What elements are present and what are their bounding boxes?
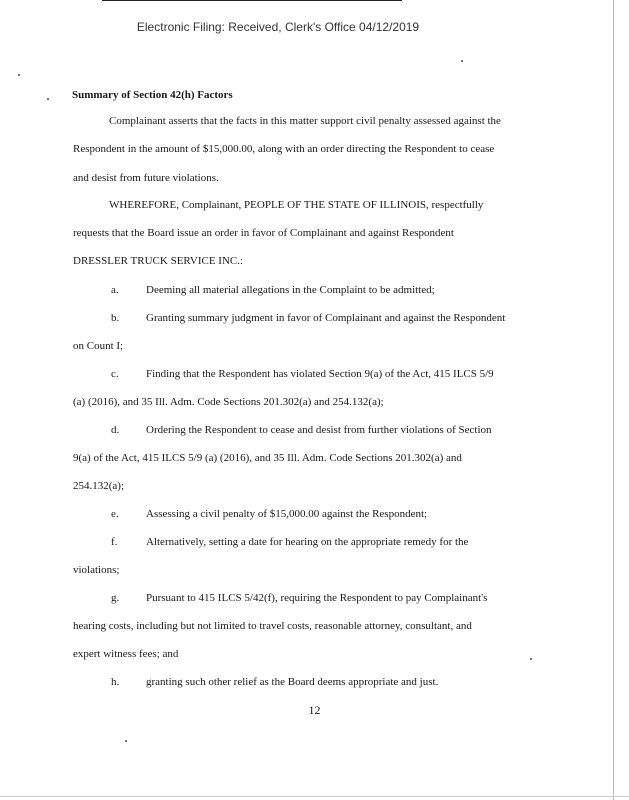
scan-speck (125, 740, 127, 742)
scan-speck (47, 98, 49, 100)
item-c-line-2: (a) (2016), and 35 Ill. Adm. Code Sections 201.302(a) and 254.132(a); (73, 396, 384, 408)
top-scan-line (102, 0, 402, 1)
item-c-line-1: Finding that the Respondent has violated Section 9(a) of the Act, 415 ILCS 5/9 (146, 368, 494, 380)
item-d-label: d. (111, 424, 120, 436)
intro-line-2: Respondent in the amount of $15,000.00, along with an order directing the Respondent to cease (73, 143, 495, 155)
item-f-line-1: Alternatively, setting a date for hearing on the appropriate remedy for the (146, 536, 469, 548)
item-b-line-1: Granting summary judgment in favor of Complainant and against the Respondent (146, 312, 506, 324)
wherefore-line-3: DRESSLER TRUCK SERVICE INC.: (73, 255, 244, 267)
intro-line-3: and desist from future violations. (73, 172, 219, 184)
right-scan-edge (613, 0, 614, 800)
item-g-line-1: Pursuant to 415 ILCS 5/42(f), requiring the Respondent to pay Complainant's (146, 592, 488, 604)
item-b-label: b. (111, 312, 120, 324)
item-a-line-1: Deeming all material allegations in the Complaint to be admitted; (146, 284, 435, 296)
scan-speck (18, 74, 20, 76)
wherefore-line-1: WHEREFORE, Complainant, PEOPLE OF THE STATE OF ILLINOIS, respectfully (109, 199, 484, 211)
item-d-line-3: 254.132(a); (73, 480, 125, 492)
item-e-label: e. (111, 508, 119, 520)
item-a-label: a. (111, 284, 119, 296)
item-d-line-1: Ordering the Respondent to cease and desist from further violations of Section (146, 424, 492, 436)
filing-stamp-header: Electronic Filing: Received, Clerk's Office 04/12/2019 (136, 20, 420, 34)
item-f-line-2: violations; (73, 564, 120, 576)
item-g-line-3: expert witness fees; and (73, 648, 179, 660)
item-e-line-1: Assessing a civil penalty of $15,000.00 against the Respondent; (146, 508, 428, 520)
wherefore-line-2: requests that the Board issue an order in favor of Complainant and against Respondent (73, 227, 454, 239)
item-f-label: f. (111, 536, 118, 548)
bottom-scan-edge (0, 796, 629, 797)
page-number: 12 (308, 703, 321, 717)
item-h-line-1: granting such other relief as the Board deems appropriate and just. (146, 676, 439, 688)
intro-line-1: Complainant asserts that the facts in this matter support civil penalty assessed against the (109, 115, 501, 127)
item-g-line-2: hearing costs, including but not limited to travel costs, reasonable attorney, consultant, and (73, 620, 472, 632)
scan-speck (461, 60, 463, 62)
section-heading: Summary of Section 42(h) Factors (72, 89, 233, 101)
item-b-line-2: on Count I; (73, 340, 124, 352)
item-c-label: c. (111, 368, 119, 380)
item-d-line-2: 9(a) of the Act, 415 ILCS 5/9 (a) (2016), and 35 Ill. Adm. Code Sections 201.302(a) and (73, 452, 462, 464)
item-h-label: h. (111, 676, 120, 688)
item-g-label: g. (111, 592, 120, 604)
scan-speck (530, 658, 532, 660)
